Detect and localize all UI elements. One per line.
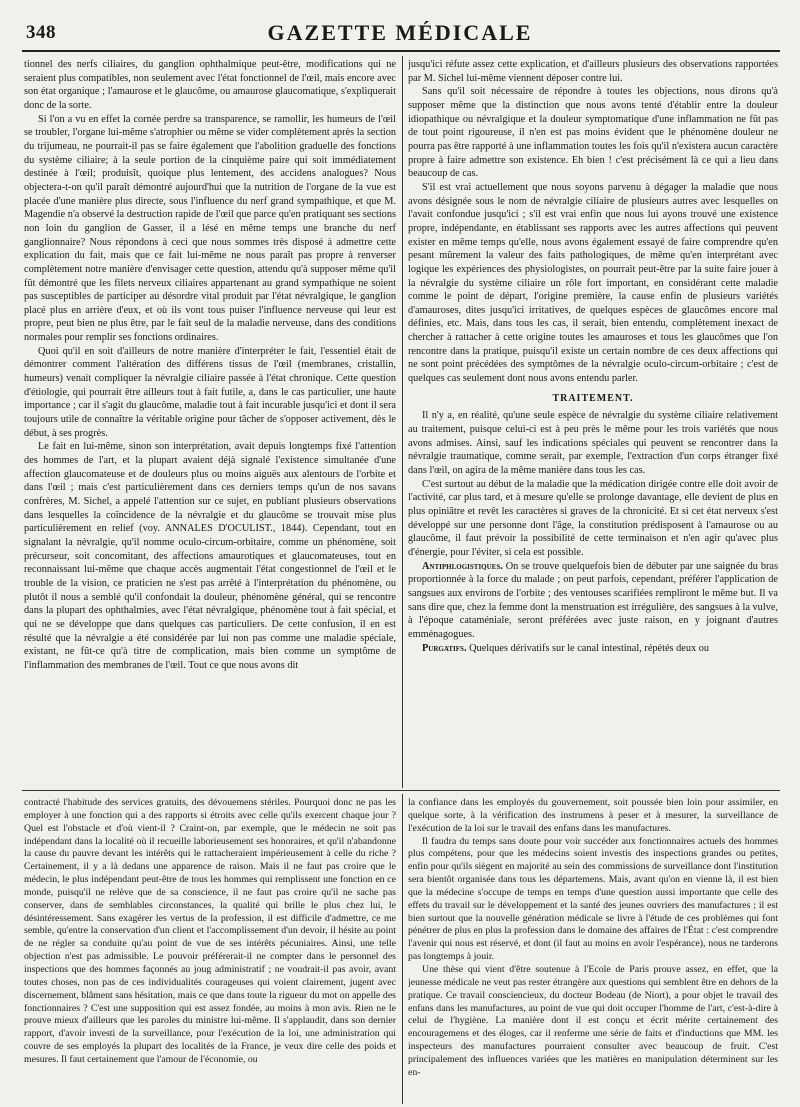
- feuilleton-paragraph: Une thèse qui vient d'être soutenue à l'Ecole de Paris prouve assez, en effet, que la jeunesse médicale ne veut pas rester étrangère aux questions qui semblent être en dehors de la pratique. Ce travail consciencieux, du docteur Bodeau (de Niort), a pour objet le travail des enfans dans les manufactures, au point de vue qui doit occuper l'homme de l'art, c'est-à-dire à celui de l'hygiène. La manière dont il est conçu et écrit mérite certainement des encouragemens et des éloges, car il renferme une série de faits et d'inductions que MM. les inspecteurs des manufactures pourraient consulter avec beaucoup de fruit. C'est principalement des influences variées que les matières en manipulation déterminent sur les en-: [408, 963, 778, 1078]
- page-number: 348: [26, 22, 56, 43]
- article-paragraph: C'est surtout au début de la maladie que la médication dirigée contre elle doit avoir de l'activité, car plus tard, et à mesure qu'elle se prolonge davantage, elle devient de plus en plus opiniâtre et revêt les caractères si graves de la chronicité. Et si cet état nerveux s'est développé sur une personne dont l'âge, la constitution prédisposent à l'amaurose ou au glaucôme, il faut prévoir la possibilité de cette terminaison et n'en agir qu'avec plus d'énergie, pour l'éviter, si cela est possible.: [408, 478, 778, 558]
- journal-title: GAZETTE MÉDICALE: [267, 20, 533, 45]
- article-paragraph: Quoi qu'il en soit d'ailleurs de notre manière d'interpréter le fait, l'essentiel était de démontrer comment l'altération des différens tissus de l'œil (membranes, cristallin, humeurs) venait compliquer la névralgie ciliaire passée à l'état chronique. Cette question d'étiologie, qui pourrait être ailleurs tout à fait futile, a, dans le cas particulier, une haute importance ; car il s'agit du glaucôme, maladie tout à fait incurable jusqu'ici et dont il sera toujours utile de connaître la véritable origine pour tâcher de s'opposer activement, dès le début, à ses progrès.: [24, 345, 396, 439]
- article-paragraph: Le fait en lui-même, sinon son interprétation, avait depuis longtemps fixé l'attention des hommes de l'art, et la plupart avaient déjà signalé l'existence simultanée d'une affection glaucomateuse et de douleurs plus ou moins aiguës aux alentours de l'orbite et dans l'œil ; mais c'est particulièrement dans ces derniers temps qu'un de nos savans confrères, M. Sichel, a appelé l'attention sur ce sujet, en publiant plusieurs observations dans lesquelles la coïncidence de la névralgie et du glaucôme se trouvait mise plus particulièrement en relief (voy. ANNALES D'OCULIST., 1844). Cependant, tout en signalant la névralgie, qu'il nomme oculo-circum-orbitaire, comme un phénomène, soit précurseur, soit concomitant, des affections amaurotiques et glaucomateuses, tout en reconnaissant lui-même que chaque accès augmentait l'état congestionnel de l'œil et le trouble de la vision, ce praticien ne s'est pas arrêté à l'interprétation du phénomène, ou plutôt il nous a semblé qu'il confondait la douleur, phénomène général, qui se rencontre dans la plupart des ophthalmies, avec l'état névralgique, phénomène tout à fait spécial, et qui ne se développe que dans quelques cas particuliers. De cette confusion, il en est résulté que la névralgie a été considérée par lui non pas comme une maladie spéciale, existant, ne fût-ce qu'à titre de complication, mais bien comme un symptôme de l'inflammation des membranes de l'œil. Tout ce que nous avons dit: [24, 441, 396, 671]
- article-paragraph: Si l'on a vu en effet la cornée perdre sa transparence, se ramollir, les humeurs de l'œil se troubler, l'organe lui-même s'atrophier ou même se vider complètement après la section du trijumeau, ne pourrait-il pas se faire également que l'abolition graduelle des fonctions du système ciliaire; à la seule portion de la cinquième paire qui soit immédiatement destinée à l'œil; produisît, quoique plus lentement, des accidens analogues? Nous objectera-t-on qu'il paraît démontré aujourd'hui que la nutrition de l'organe de la vue est placée d'une manière plus directe, sous l'influence du nerf grand sympathique, et que M. Magendie n'a observé la destruction rapide de l'œil que parce qu'en pratiquant ses sections non loin du ganglion de Gasser, il a lésé en même temps une branche du nerf ganglionnaire? Nous répondons à ceci que nous sommes très disposé à admettre cette explication du fait, mais que ce fait lui-même ne nous paraît pas propre à renverser complètement notre manière d'envisager cette question, attendu qu'à supposer même qu'il fût démontré que les filets nerveux ciliaires appartenant au grand sympathique ne soient pas susceptibles de participer au désordre vital produit par l'état névralgique, le ganglion placé plus en arrière d'eux, et où ils vont tous puiser l'influence nerveuse qui leur est propre, peut bien ne plus être, par le fait seul de la maladie nerveuse, dans des conditions normales pour remplir ses fonctions ordinaires.: [24, 113, 396, 344]
- section-title: TRAITEMENT.: [552, 392, 634, 404]
- antiphlogistiques-paragraph: [408, 560, 778, 642]
- purgatifs-label: Purgatifs.: [422, 642, 467, 654]
- article-paragraph: jusqu'ici réfute assez cette explication, et d'ailleurs plusieurs des observations rapportées par M. Sichel lui-même viennent déposer contre lui.: [408, 59, 778, 84]
- article-right-column: [408, 58, 778, 786]
- article-paragraph: Sans qu'il soit nécessaire de répondre à toutes les objections, nous dirons qu'à supposer même que la distinction que nous avons tenté d'établir entre la douleur idiopathique ou névralgique et la douleur symptomatique d'une inflammation ne fût pas de tout point rigoureuse, il n'en est pas moins évident que le phénomène douleur ne pourra pas être rapporté à une inflammation toutes les fois qu'il n'existera aucun caractère propre à faire admettre son existence. Eh bien ! c'est précisément là ce qui a lieu dans beaucoup de cas.: [408, 86, 778, 180]
- antiphlogistiques-label: Antiphlogistiques.: [422, 560, 503, 572]
- feuilleton-paragraph: la confiance dans les employés du gouvernement, soit poussée bien loin pour assimiler, en quelque sorte, à la vérification des instrumens à peser et à mesurer, la surveillance de l'exécution de la loi sur le travail des enfans dans les manufactures.: [408, 797, 778, 834]
- feuilleton-right-column: [408, 797, 778, 1102]
- feuilleton-left-column: [24, 797, 396, 1102]
- top-rule: [22, 50, 780, 52]
- article-paragraph: tionnel des nerfs ciliaires, du ganglion ophthalmique peut-être, modifications qui ne seraient plus compatibles, non seulement avec l'état fonctionnel de l'œil, mais encore avec son état organique ; l'amaurose et le glaucôme, ou amaurose glaucomatique, s'expliquerait donc de la sorte.: [24, 59, 396, 111]
- column-rule: [402, 794, 403, 1104]
- purgatifs-text: Quelques dérivatifs sur le canal intestinal, répétés deux ou: [469, 642, 710, 654]
- feuilleton-paragraph: contracté l'habitude des services gratuits, des dévouemens stériles. Pourquoi donc ne pas les employer à une fonction qui a des rapports si étroits avec celle qu'ils exercent chaque jour ? Quel est l'obstacle et d'où vient-il ? Craint-on, par exemple, que le médecin ne soit pas indépendant dans la localité où il recueille laborieusement ses honoraires, et qu'il n'abandonne la cause du pauvre devant les intérêts qui le rattacheraient impérieusement à celle du riche ? Certainement, il y a là dedans une apparence de raison. Mais il ne faut pas croire que le médecin, le plus indépendant peut-être de tous les hommes qui remplissent une fonction en ce monde, puisqu'il ne relève que de sa conscience, il ne faut pas croire qu'il ne sache pas conserver, dans de semblables circonstances, la qualité qui brille le plus chez lui, le désintéressement. Sans exagérer les vertus de la profession, il est difficile d'admettre, ce me semble, qu'entre la conservation d'un client et l'accomplissement d'un devoir, il hésite au point de ne régler sa conduite qu'au point de vue de ses intérêts pécuniaires. Ainsi, une telle objection n'est pas admissible. Le pouvoir préférerait-il ne compter dans le personnel des inspections que des hommes façonnés au joug administratif ; ne voudrait-il pas avoir, avant toutes choses, non pas de ces individualités courageuses qui voient clairement, jugent avec discernement, blâment sans hésitation, mais ce que dans toute la rigueur du mot on appelle des fonctionnaires ? C'est une supposition qui est assez fondée, au moins à mon avis. Rien ne le prouve mieux d'ailleurs que les paroles du ministre lui-même. Il s'applaudit, dans son dernier rapport, d'avoir investi de la surveillance, pour l'exécution de la loi, une administration qui couvre de ses employés la plupart des localités de la France, je veux dire celle des poids et mesures. Il faut certainement que l'amour de l'économie, ou: [24, 797, 396, 1065]
- article-paragraph: S'il est vrai actuellement que nous soyons parvenu à dégager la maladie que nous avons désignée sous le nom de névralgie ciliaire de plusieurs autres avec lesquelles on l'avait confondue jusqu'ici ; s'il est vrai enfin que nous lui ayons trouvé une existence propre, indépendante, en établissant ses rapports avec les autres affections qui peuvent exister en même temps qu'elle, nous avons également essayé de faire comprendre qu'en pesant mûrement la valeur des faits pathologiques, de même qu'en interprétant avec logique les expériences des physiologistes, on pourrait peut-être par la suite faire jouer à la névralgie du système ciliaire un rôle fort important, en considérant cette maladie comme le point de départ, l'origine première, la cause enfin de plusieurs variétés d'amauroses, dites jusqu'ici irritatives, de quelques espèces de glaucômes encore mal définies, etc. Mais, dans tous les cas, il serait, bien entendu, complètement inexact de chercher à rattacher à cette origine toutes les amauroses et tous les glaucômes que l'on rencontre dans la pratique, puisqu'il existe un certain nombre de ces deux affections qui ne sont point précédées des symptômes de la névralgie oculo-circum-orbitaire ; c'est de quelques cas seulement dont nous avons entendu parler.: [408, 181, 778, 385]
- purgatifs-paragraph: [408, 642, 778, 656]
- article-paragraph: Il n'y a, en réalité, qu'une seule espèce de névralgie du système ciliaire relativement au traitement, puisque celui-ci est à peu près le même pour les trois variétés que nous avons admises. Ainsi, sauf les indications spéciales qui peuvent se rencontrer dans la névralgie traumatique, comme serait, par exemple, l'extraction d'un corps étranger fixé dans l'œil, on agira de la même manière dans tous les cas.: [408, 410, 778, 477]
- antiphlogistiques-text: On se trouve quelquefois bien de débuter par une saignée du bras proportionnée à la force du malade ; on peut parfois, cependant, préférer l'application de sangsues aux environs de l'orbite ; des ventouses scarifiées rempliront le même but. Il va sans dire que, chez la femme dont la menstruation est irrégulière, des sangsues à la vulve, à l'époque cataméniale, seront préférées avec juste raison, en y joignant d'autres emménagogues.: [408, 560, 778, 640]
- article-left-column: [24, 58, 396, 786]
- column-rule: [402, 56, 403, 788]
- feuilleton-rule: [22, 790, 780, 791]
- feuilleton-paragraph: Il faudra du temps sans doute pour voir succéder aux fonctionnaires actuels des hommes plus compétens, pour que les médecins soient investis des inspections grandes ou petites, enfin pour qu'ils siègent en majorité au sein des commissions de surveillance dont l'institution sera bientôt organisée dans tous les départemens. Mais, avant qu'on en vienne là, il est bien que la médecine s'occupe de temps en temps d'une question aussi importante que celle des effets du travail sur le développement et la santé des jeunes ouvriers des manufactures ; il est bien surtout que la nouvelle génération médicale se livre à l'étude de ces problèmes qui font pénétrer de plus en plus la profession dans le domaine des affaires de l'État : c'est comprendre l'avenir qui nous est réservé, et dont (il faut au moins en avoir l'espérance), nous ne tarderons pas longtemps à jouir.: [408, 835, 778, 963]
